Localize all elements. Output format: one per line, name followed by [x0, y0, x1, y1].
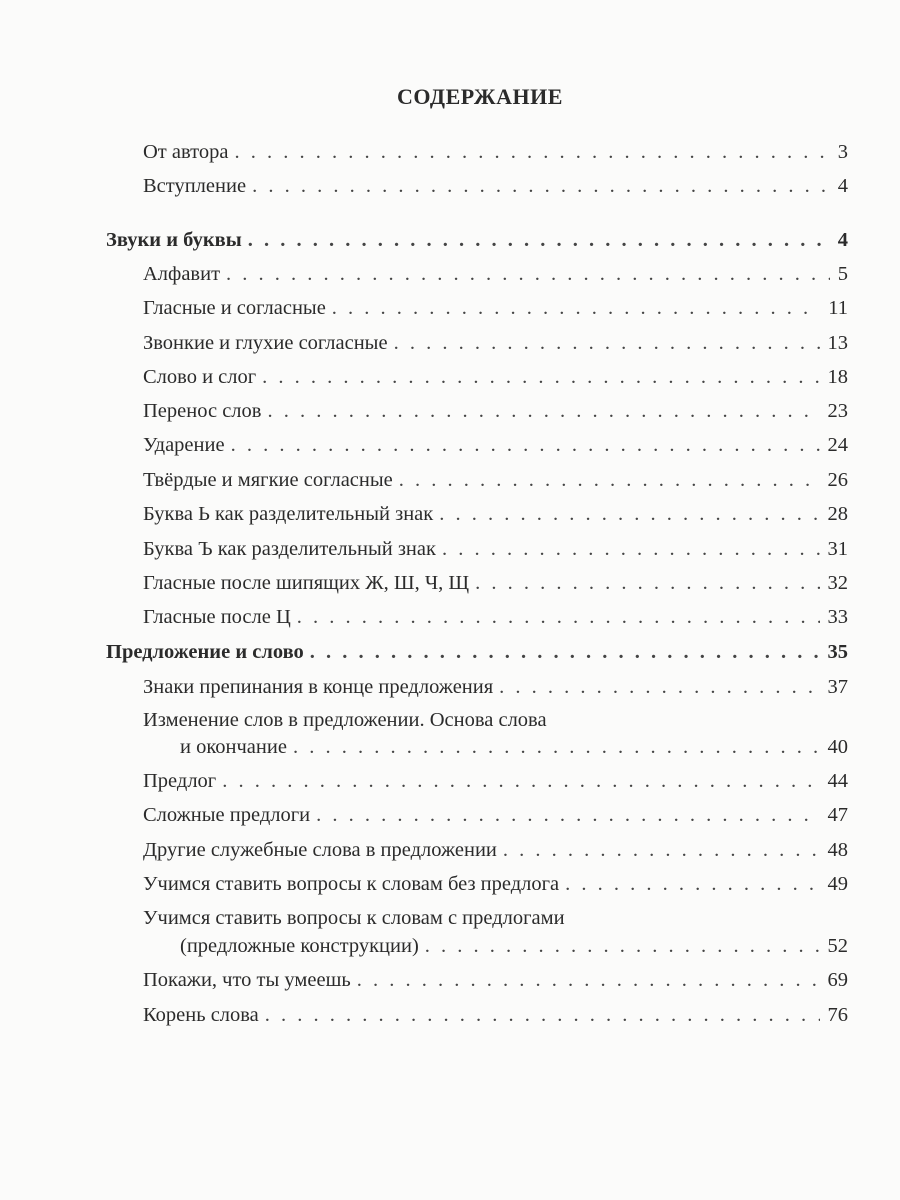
leader-dots [399, 468, 820, 492]
toc-entry[interactable] [0, 502, 900, 526]
toc-entry-page: 28 [827, 503, 848, 525]
toc-entry-page: 5 [837, 263, 848, 285]
toc-entry[interactable] [0, 433, 900, 457]
toc-entry[interactable] [0, 468, 900, 492]
toc-entry-label: Вступление [143, 174, 252, 198]
leader-dots [394, 331, 820, 355]
toc-entry-label: Сложные предлоги [143, 803, 316, 827]
toc-entry-label: Твёрдые и мягкие согласные [143, 468, 399, 492]
toc-entry-label-line2: и окончание [180, 735, 293, 759]
toc-entry[interactable] [0, 399, 900, 423]
leader-dots [503, 838, 820, 862]
toc-entry-page: 4 [837, 175, 848, 197]
toc-entry-label: Слово и слог [143, 365, 262, 389]
leader-dots [265, 1003, 820, 1027]
toc-entry-label: Перенос слов [143, 399, 267, 423]
toc-entry-page: 37 [827, 676, 848, 698]
toc-entry-label: Покажи, что ты умеешь [143, 968, 357, 992]
toc-entry-label: Корень слова [143, 1003, 265, 1027]
toc-entry-page: 24 [827, 434, 848, 456]
toc-entry-label: Другие служебные слова в предложении [143, 838, 503, 862]
toc-entry-label: Знаки препинания в конце предложения [143, 675, 499, 699]
toc-entry[interactable] [0, 571, 900, 595]
toc-entry-page: 52 [827, 935, 848, 957]
toc-entry-page: 47 [827, 804, 848, 826]
leader-dots [442, 537, 820, 561]
toc-entry[interactable] [0, 331, 900, 355]
toc-entry-label: От автора [143, 140, 234, 164]
toc-entry-page: 26 [827, 469, 848, 491]
toc-entry[interactable] [0, 296, 900, 320]
toc-entry-page: 40 [827, 736, 848, 758]
leader-dots [297, 605, 820, 629]
toc-entry-label: Алфавит [143, 262, 226, 286]
toc-entry-page: 76 [827, 1004, 848, 1026]
leader-dots [332, 296, 820, 320]
toc-entry-page: 32 [827, 572, 848, 594]
toc-entry-page: 3 [837, 141, 848, 163]
toc-entry-label: Буква Ъ как разделительный знак [143, 537, 442, 561]
toc-entry-page: 23 [827, 400, 848, 422]
toc-entry-label: Предлог [143, 769, 222, 793]
toc-entry[interactable] [0, 537, 900, 561]
toc-section-page: 4 [837, 229, 848, 251]
toc-entry[interactable] [0, 675, 900, 699]
leader-dots [267, 399, 819, 423]
leader-dots [226, 262, 830, 286]
toc-entry[interactable] [0, 174, 900, 198]
toc-section-page: 35 [827, 641, 848, 663]
leader-dots [499, 675, 819, 699]
leader-dots [316, 803, 819, 827]
toc-entry-label-line1: Изменение слов в предложении. Основа слова [143, 709, 547, 731]
leader-dots [248, 228, 830, 252]
leader-dots [293, 735, 820, 759]
toc-entry-page: 69 [827, 969, 848, 991]
toc-entry-label-line2: (предложные конструкции) [180, 934, 425, 958]
toc-entry-page: 48 [827, 839, 848, 861]
toc-entry-page: 49 [827, 873, 848, 895]
toc-entry[interactable] [0, 605, 900, 629]
toc-section-label: Звуки и буквы [106, 228, 248, 252]
toc-entry-label: Звонкие и глухие согласные [143, 331, 394, 355]
toc-entry[interactable] [0, 769, 900, 793]
leader-dots [475, 571, 819, 595]
toc-entry-page: 18 [827, 366, 848, 388]
toc-entry-label: Ударение [143, 433, 231, 457]
toc-section[interactable] [0, 228, 900, 252]
toc-entry-multiline[interactable] [0, 708, 900, 759]
toc-entry-label: Гласные после Ц [143, 605, 297, 629]
leader-dots [439, 502, 819, 526]
toc-entry-label: Буква Ь как разделительный знак [143, 502, 439, 526]
leader-dots [231, 433, 820, 457]
toc-entry[interactable] [0, 872, 900, 896]
toc-entry-page: 11 [828, 297, 848, 319]
leader-dots [222, 769, 819, 793]
leader-dots [234, 140, 829, 164]
toc-entry-label-line1: Учимся ставить вопросы к словам с предлогами [143, 907, 565, 929]
toc-entry-page: 44 [827, 770, 848, 792]
page-title: СОДЕРЖАНИЕ [397, 84, 563, 109]
toc-section[interactable] [0, 640, 900, 664]
leader-dots [310, 640, 820, 664]
toc-entry-label: Гласные после шипящих Ж, Ш, Ч, Щ [143, 571, 475, 595]
toc-entry[interactable] [0, 968, 900, 992]
toc-entry-page: 31 [827, 538, 848, 560]
leader-dots [425, 934, 820, 958]
toc-entry[interactable] [0, 262, 900, 286]
leader-dots [565, 872, 819, 896]
toc-entry-page: 33 [827, 606, 848, 628]
toc-entry[interactable] [0, 803, 900, 827]
leader-dots [262, 365, 819, 389]
toc-entry[interactable] [0, 140, 900, 164]
toc-section-label: Предложение и слово [106, 640, 310, 664]
toc-entry-page: 13 [827, 332, 848, 354]
leader-dots [252, 174, 830, 198]
toc-entry-label: Гласные и согласные [143, 296, 332, 320]
toc-entry-label: Учимся ставить вопросы к словам без предлога [143, 872, 565, 896]
leader-dots [357, 968, 820, 992]
toc-entry[interactable] [0, 1003, 900, 1027]
toc-entry-multiline[interactable] [0, 906, 900, 958]
toc-entry[interactable] [0, 838, 900, 862]
toc-entry[interactable] [0, 365, 900, 389]
